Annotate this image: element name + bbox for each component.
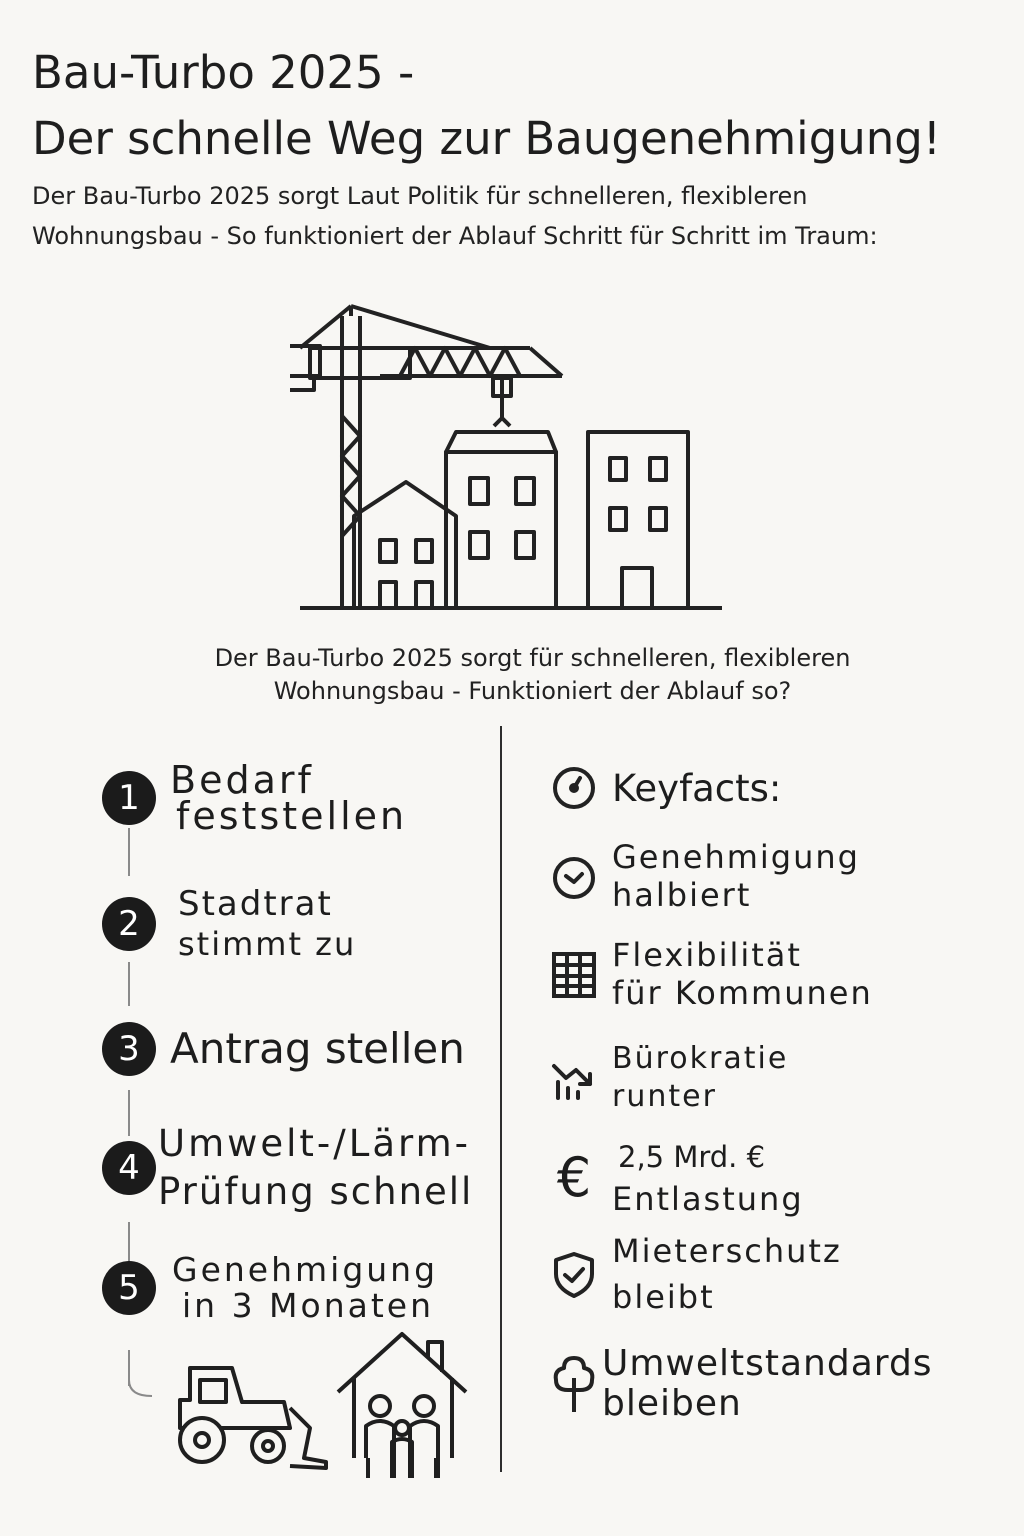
intro-text [32,176,992,256]
shield-check-icon [550,1250,598,1298]
keyfacts-heading [552,766,781,810]
keyfact-item [550,936,873,1012]
hero-caption-line-2: Wohnungsbau - Funktioniert der Ablauf so? [273,677,792,705]
step-label-line-1: Stadtrat [178,884,333,924]
column-divider [500,726,502,1472]
euro-icon: € [556,1146,592,1209]
keyfacts-title: Keyfacts: [612,766,782,810]
step-label [172,1252,438,1324]
keyfact-line-2: für Kommunen [612,974,873,1012]
step-label [170,1023,465,1075]
step-number-badge: 2 [102,897,156,951]
step-label-line-2: in 3 Monaten [182,1286,435,1325]
step-1 [102,758,408,838]
step-label-line-1: Umwelt-/Lärm- [158,1122,471,1165]
title-line-2: Der schnelle Weg zur Baugenehmigung! [32,112,941,165]
step-4 [102,1120,473,1216]
step-connector [128,962,130,1006]
keyfact-label [612,1228,842,1320]
step-3 [102,1022,465,1076]
step-label [178,884,356,964]
keyfact-line-2: runter [612,1079,717,1114]
step-label [158,1120,473,1216]
keyfact-line-2: halbiert [612,876,752,914]
step-number-badge: 3 [102,1022,156,1076]
page-title [32,40,941,172]
keyfact-label [602,1344,933,1424]
keyfact-item [550,1228,842,1320]
keyfact-line-1: Genehmigung [612,838,860,876]
keyfact-line-1: 2,5 Mrd. € [618,1140,766,1174]
step-connector-end [128,1380,158,1402]
hero-caption [100,642,965,708]
step-connector [128,828,130,876]
clock-icon [550,852,598,900]
keyfact-label [612,1040,788,1116]
step-label-line-1: Genehmigung [172,1250,439,1289]
intro-line-2: Wohnungsbau - So funktioniert der Ablauf Schritt für Schritt im Traum: [32,222,878,250]
chart-down-icon [550,1054,598,1102]
tractor-icon [172,1358,332,1470]
keyfact-item [550,838,860,914]
family-house-icon [332,1328,472,1480]
keyfact-label [612,838,860,914]
keyfact-item [550,1344,933,1424]
hero-caption-line-1: Der Bau-Turbo 2025 sorgt für schnelleren, flexibleren [214,644,851,672]
keyfact-label [612,1138,804,1218]
step-label-line-1: Antrag stellen [170,1024,465,1073]
tree-icon [550,1354,598,1414]
crane-buildings-icon [290,296,730,618]
step-label-line-2: stimmt zu [178,925,357,963]
keyfact-line-1: Mieterschutz [612,1232,842,1270]
keyfact-line-2: bleibt [612,1278,715,1316]
keyfact-line-2: Entlastung [612,1180,804,1218]
keyfact-item [550,1040,788,1116]
building-grid-icon [550,950,598,998]
keyfact-line-1: Umweltstandards [602,1343,933,1384]
step-label-line-2: Prüfung schnell [158,1170,474,1213]
step-number-badge: 5 [102,1261,156,1315]
clock-icon [552,766,596,810]
keyfact-line-1: Bürokratie [612,1041,789,1076]
keyfact-item [550,1138,804,1218]
step-number-badge: 1 [102,771,156,825]
keyfact-line-2: bleiben [602,1383,742,1424]
step-label-line-2: feststellen [176,794,408,838]
step-number-badge: 4 [102,1141,156,1195]
keyfact-label [612,936,873,1012]
step-5 [102,1252,438,1324]
keyfact-line-1: Flexibilität [612,936,802,974]
intro-line-1: Der Bau-Turbo 2025 sorgt Laut Politik für schnelleren, flexibleren [32,182,808,210]
title-line-1: Bau-Turbo 2025 - [32,46,415,99]
step-label [170,758,408,838]
step-art [172,1328,472,1478]
step-label-line-1: Bedarf [170,758,314,802]
step-2 [102,884,356,964]
